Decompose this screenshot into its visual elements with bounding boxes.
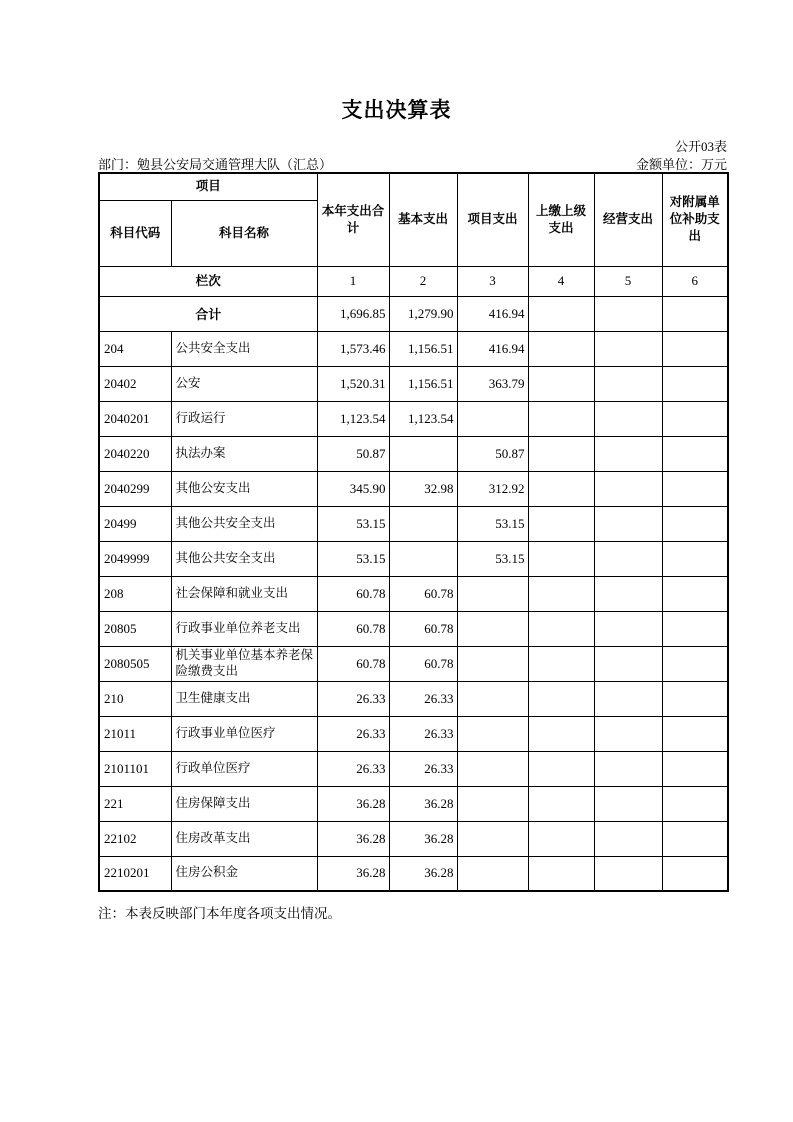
value-cell — [528, 576, 594, 611]
subject-name-cell: 住房改革支出 — [171, 821, 317, 856]
unit-label: 金额单位：万元 — [635, 157, 727, 172]
value-cell: 1,123.54 — [317, 401, 389, 436]
value-cell — [662, 646, 728, 681]
subject-name-cell: 住房公积金 — [171, 856, 317, 891]
subject-name-cell: 其他公共安全支出 — [171, 506, 317, 541]
value-cell: 36.28 — [317, 856, 389, 891]
value-cell: 53.15 — [317, 506, 389, 541]
subject-name-cell: 公共安全支出 — [171, 331, 317, 366]
value-cell — [662, 786, 728, 821]
subject-code-cell: 20402 — [99, 366, 171, 401]
table-row — [99, 331, 728, 366]
value-cell — [594, 681, 662, 716]
table-row — [99, 646, 728, 681]
value-cell — [528, 331, 594, 366]
value-cell — [662, 576, 728, 611]
subject-name-cell: 其他公安支出 — [171, 471, 317, 506]
value-cell — [457, 576, 528, 611]
header-col-basic-expenditure: 基本支出 — [389, 173, 457, 266]
value-cell — [594, 786, 662, 821]
column-number-1: 1 — [317, 266, 389, 296]
subject-code-cell: 221 — [99, 786, 171, 821]
subject-code-cell: 2049999 — [99, 541, 171, 576]
value-cell: 312.92 — [457, 471, 528, 506]
value-cell: 26.33 — [389, 751, 457, 786]
value-cell: 1,156.51 — [389, 366, 457, 401]
value-cell — [528, 821, 594, 856]
value-cell — [457, 716, 528, 751]
form-code-label: 公开03表 — [674, 139, 727, 154]
subject-code-cell: 20805 — [99, 611, 171, 646]
value-cell — [662, 436, 728, 471]
subject-code-cell: 20499 — [99, 506, 171, 541]
value-cell: 26.33 — [317, 681, 389, 716]
header-col-total-expenditure: 本年支出合计 — [317, 173, 389, 266]
value-cell — [594, 506, 662, 541]
value-cell: 60.78 — [389, 576, 457, 611]
value-cell: 1,123.54 — [389, 401, 457, 436]
value-cell — [457, 856, 528, 891]
value-cell — [457, 611, 528, 646]
subject-code-cell: 2101101 — [99, 751, 171, 786]
value-cell — [662, 541, 728, 576]
value-cell: 1,156.51 — [389, 331, 457, 366]
value-cell — [528, 296, 594, 331]
value-cell: 1,696.85 — [317, 296, 389, 331]
value-cell — [594, 646, 662, 681]
value-cell — [457, 751, 528, 786]
value-cell: 36.28 — [389, 786, 457, 821]
value-cell: 32.98 — [389, 471, 457, 506]
value-cell — [528, 506, 594, 541]
table-row — [99, 821, 728, 856]
value-cell: 53.15 — [457, 541, 528, 576]
value-cell — [662, 611, 728, 646]
value-cell — [662, 366, 728, 401]
value-cell: 26.33 — [389, 681, 457, 716]
expenditure-table — [98, 172, 729, 892]
value-cell: 345.90 — [317, 471, 389, 506]
value-cell — [594, 716, 662, 751]
footnote: 注：本表反映部门本年度各项支出情况。 — [98, 906, 341, 921]
subject-code-cell: 204 — [99, 331, 171, 366]
value-cell: 60.78 — [317, 646, 389, 681]
column-number-6: 6 — [662, 266, 728, 296]
value-cell — [662, 296, 728, 331]
value-cell: 1,573.46 — [317, 331, 389, 366]
subject-code-cell: 2040220 — [99, 436, 171, 471]
subject-name-cell: 执法办案 — [171, 436, 317, 471]
value-cell — [662, 401, 728, 436]
value-cell — [594, 821, 662, 856]
header-project: 项目 — [99, 173, 317, 200]
table-row — [99, 436, 728, 471]
value-cell — [528, 611, 594, 646]
value-cell — [528, 366, 594, 401]
value-cell — [662, 681, 728, 716]
value-cell — [457, 786, 528, 821]
header-col-subsidy-expenditure: 对附属单位补助支出 — [662, 173, 728, 266]
value-cell — [594, 541, 662, 576]
table-row — [99, 401, 728, 436]
value-cell — [594, 471, 662, 506]
value-cell — [389, 541, 457, 576]
table-row — [99, 576, 728, 611]
column-number-5: 5 — [594, 266, 662, 296]
value-cell — [528, 401, 594, 436]
table-row — [99, 786, 728, 821]
value-cell: 1,520.31 — [317, 366, 389, 401]
subject-name-cell: 行政运行 — [171, 401, 317, 436]
table-row — [99, 611, 728, 646]
value-cell: 26.33 — [317, 716, 389, 751]
subject-code-cell: 210 — [99, 681, 171, 716]
value-cell — [528, 856, 594, 891]
subject-name-cell: 行政事业单位养老支出 — [171, 611, 317, 646]
subject-name-cell: 住房保障支出 — [171, 786, 317, 821]
value-cell — [594, 436, 662, 471]
value-cell: 363.79 — [457, 366, 528, 401]
table-row — [99, 681, 728, 716]
value-cell — [528, 786, 594, 821]
value-cell — [662, 821, 728, 856]
value-cell — [662, 331, 728, 366]
value-cell — [594, 751, 662, 786]
table-row — [99, 751, 728, 786]
value-cell — [594, 576, 662, 611]
department-label: 部门：勉县公安局交通管理大队（汇总） — [98, 157, 333, 172]
value-cell — [389, 506, 457, 541]
total-row — [99, 296, 728, 331]
table-body — [99, 296, 728, 891]
subject-name-cell: 其他公共安全支出 — [171, 541, 317, 576]
value-cell: 60.78 — [317, 576, 389, 611]
value-cell — [528, 681, 594, 716]
value-cell: 50.87 — [317, 436, 389, 471]
value-cell — [528, 436, 594, 471]
value-cell: 1,279.90 — [389, 296, 457, 331]
value-cell — [594, 401, 662, 436]
column-number-2: 2 — [389, 266, 457, 296]
subject-name-cell: 行政事业单位医疗 — [171, 716, 317, 751]
value-cell — [662, 856, 728, 891]
value-cell — [662, 716, 728, 751]
page-title: 支出决算表 — [341, 98, 452, 122]
value-cell — [457, 646, 528, 681]
value-cell — [662, 471, 728, 506]
header-row-project — [99, 173, 728, 200]
value-cell — [662, 506, 728, 541]
value-cell — [528, 646, 594, 681]
value-cell — [594, 856, 662, 891]
subject-name-cell: 卫生健康支出 — [171, 681, 317, 716]
value-cell: 416.94 — [457, 296, 528, 331]
value-cell — [457, 401, 528, 436]
header-col-upturned-expenditure: 上缴上级支出 — [528, 173, 594, 266]
table-row — [99, 716, 728, 751]
subject-name-cell: 社会保障和就业支出 — [171, 576, 317, 611]
value-cell: 53.15 — [317, 541, 389, 576]
subject-code-cell: 2040299 — [99, 471, 171, 506]
value-cell: 60.78 — [389, 646, 457, 681]
total-row-label: 合计 — [99, 296, 317, 331]
value-cell: 36.28 — [317, 821, 389, 856]
value-cell — [389, 436, 457, 471]
header-col-project-expenditure: 项目支出 — [457, 173, 528, 266]
value-cell — [457, 681, 528, 716]
value-cell — [528, 751, 594, 786]
value-cell: 36.28 — [317, 786, 389, 821]
subject-code-cell: 22102 — [99, 821, 171, 856]
header-col-operating-expenditure: 经营支出 — [594, 173, 662, 266]
value-cell: 416.94 — [457, 331, 528, 366]
value-cell: 36.28 — [389, 821, 457, 856]
table-row — [99, 506, 728, 541]
table-row — [99, 856, 728, 891]
subject-code-cell: 2080505 — [99, 646, 171, 681]
value-cell — [528, 716, 594, 751]
value-cell: 60.78 — [389, 611, 457, 646]
subject-code-cell: 2040201 — [99, 401, 171, 436]
header-subject-name: 科目名称 — [171, 200, 317, 266]
value-cell — [594, 611, 662, 646]
subject-code-cell: 2210201 — [99, 856, 171, 891]
subject-code-cell: 21011 — [99, 716, 171, 751]
value-cell — [457, 821, 528, 856]
subject-name-cell: 机关事业单位基本养老保险缴费支出 — [171, 646, 317, 681]
value-cell — [594, 331, 662, 366]
value-cell — [662, 751, 728, 786]
column-number-3: 3 — [457, 266, 528, 296]
column-number-4: 4 — [528, 266, 594, 296]
value-cell — [594, 366, 662, 401]
header-column-index-label: 栏次 — [99, 266, 317, 296]
subject-name-cell: 公安 — [171, 366, 317, 401]
header-row-column-numbers — [99, 266, 728, 296]
value-cell — [528, 541, 594, 576]
subject-name-cell: 行政单位医疗 — [171, 751, 317, 786]
table-meta-line — [98, 154, 727, 173]
value-cell: 53.15 — [457, 506, 528, 541]
value-cell — [528, 471, 594, 506]
value-cell: 26.33 — [389, 716, 457, 751]
value-cell — [594, 296, 662, 331]
table-row — [99, 541, 728, 576]
value-cell: 26.33 — [317, 751, 389, 786]
table-row — [99, 366, 728, 401]
table-row — [99, 471, 728, 506]
header-subject-code: 科目代码 — [99, 200, 171, 266]
value-cell: 36.28 — [389, 856, 457, 891]
value-cell: 60.78 — [317, 611, 389, 646]
value-cell: 50.87 — [457, 436, 528, 471]
subject-code-cell: 208 — [99, 576, 171, 611]
